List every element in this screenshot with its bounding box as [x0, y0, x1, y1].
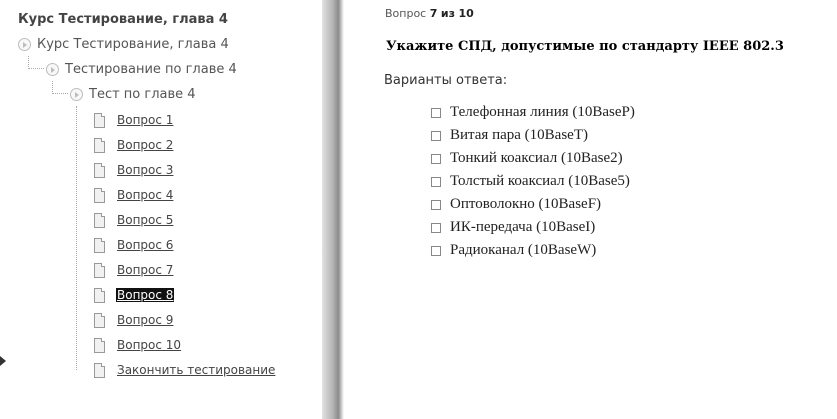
tree-node-course[interactable]	[18, 37, 229, 52]
document-icon	[94, 338, 105, 353]
nav-item-label-active: Вопрос 8	[117, 288, 174, 302]
question-counter	[385, 7, 474, 20]
nav-item-question-10[interactable]	[94, 335, 182, 355]
answer-option-2[interactable]	[431, 127, 588, 144]
nav-item-question-6[interactable]	[94, 235, 174, 255]
document-icon	[94, 288, 105, 303]
tree-connector	[28, 56, 44, 69]
nav-item-question-8[interactable]	[94, 285, 174, 305]
question-title: Укажите СПД, допустимые по стандарту IEEE 802.3	[386, 39, 784, 54]
nav-item-label: Вопрос 7	[117, 263, 174, 277]
document-icon	[94, 138, 105, 153]
answer-option-4[interactable]	[431, 173, 630, 190]
document-icon	[94, 238, 105, 253]
course-navigation-panel	[0, 0, 322, 419]
document-icon	[94, 363, 105, 378]
nav-item-question-7[interactable]	[94, 260, 174, 280]
answer-checkbox[interactable]	[431, 108, 441, 118]
nav-item-label: Вопрос 1	[117, 113, 174, 127]
document-icon	[94, 213, 105, 228]
nav-item-question-2[interactable]	[94, 135, 174, 155]
answer-option-5[interactable]	[431, 196, 601, 213]
question-counter-of: из	[440, 7, 455, 20]
nav-item-question-9[interactable]	[94, 310, 174, 330]
tree-node-test[interactable]	[70, 87, 196, 102]
answer-option-label: Радиоканал (10BaseW)	[450, 242, 597, 258]
answers-label: Варианты ответа:	[384, 73, 508, 88]
answer-checkbox[interactable]	[431, 131, 441, 141]
nav-item-label: Вопрос 9	[117, 313, 174, 327]
answer-checkbox[interactable]	[431, 200, 441, 210]
expand-icon	[70, 88, 83, 101]
document-icon	[94, 113, 105, 128]
expand-icon	[46, 63, 59, 76]
answer-option-label: Оптоволокно (10BaseF)	[450, 196, 602, 212]
question-content	[344, 0, 837, 419]
answer-option-6[interactable]	[431, 219, 595, 236]
document-icon	[94, 313, 105, 328]
document-icon	[94, 263, 105, 278]
answer-option-3[interactable]	[431, 150, 623, 167]
tree-node-label: Тестирование по главе 4	[65, 62, 237, 77]
answer-option-label: Толстый коаксиал (10Base5)	[450, 173, 630, 189]
nav-item-label: Вопрос 2	[117, 138, 174, 152]
panel-divider	[322, 0, 344, 419]
course-title: Курс Тестирование, глава 4	[18, 12, 228, 27]
answer-checkbox[interactable]	[431, 177, 441, 187]
nav-item-label: Вопрос 4	[117, 188, 174, 202]
answer-option-label: Телефонная линия (10BaseP)	[450, 104, 635, 120]
nav-item-label: Вопрос 3	[117, 163, 174, 177]
nav-item-question-5[interactable]	[94, 210, 174, 230]
question-current-number: 7	[429, 7, 438, 20]
tree-connector	[52, 81, 68, 94]
nav-item-label: Вопрос 6	[117, 238, 174, 252]
answer-option-label: ИК-передача (10BaseI)	[450, 219, 596, 235]
question-counter-prefix: Вопрос	[385, 7, 427, 20]
answer-option-label: Витая пара (10BaseT)	[450, 127, 588, 143]
answer-option-1[interactable]	[431, 104, 635, 121]
expand-icon	[18, 38, 31, 51]
document-icon	[94, 163, 105, 178]
document-icon	[94, 188, 105, 203]
nav-item-question-4[interactable]	[94, 185, 174, 205]
nav-item-finish-test[interactable]	[94, 360, 276, 380]
nav-item-label: Вопрос 10	[117, 338, 182, 352]
answer-checkbox[interactable]	[431, 223, 441, 233]
nav-item-label: Вопрос 5	[117, 213, 174, 227]
tree-connector-vertical	[76, 106, 92, 370]
nav-item-label: Закончить тестирование	[117, 363, 276, 377]
question-total-number: 10	[458, 7, 474, 20]
answer-option-7[interactable]	[431, 242, 596, 259]
answer-checkbox[interactable]	[431, 154, 441, 164]
answer-checkbox[interactable]	[431, 246, 441, 256]
answer-option-label: Тонкий коаксиал (10Base2)	[450, 150, 623, 166]
tree-node-chapter[interactable]	[46, 62, 237, 77]
nav-item-question-1[interactable]	[94, 110, 174, 130]
tree-node-label: Тест по главе 4	[89, 87, 196, 102]
collapse-handle-icon[interactable]	[0, 356, 6, 366]
tree-node-label: Курс Тестирование, глава 4	[37, 37, 229, 52]
nav-item-question-3[interactable]	[94, 160, 174, 180]
